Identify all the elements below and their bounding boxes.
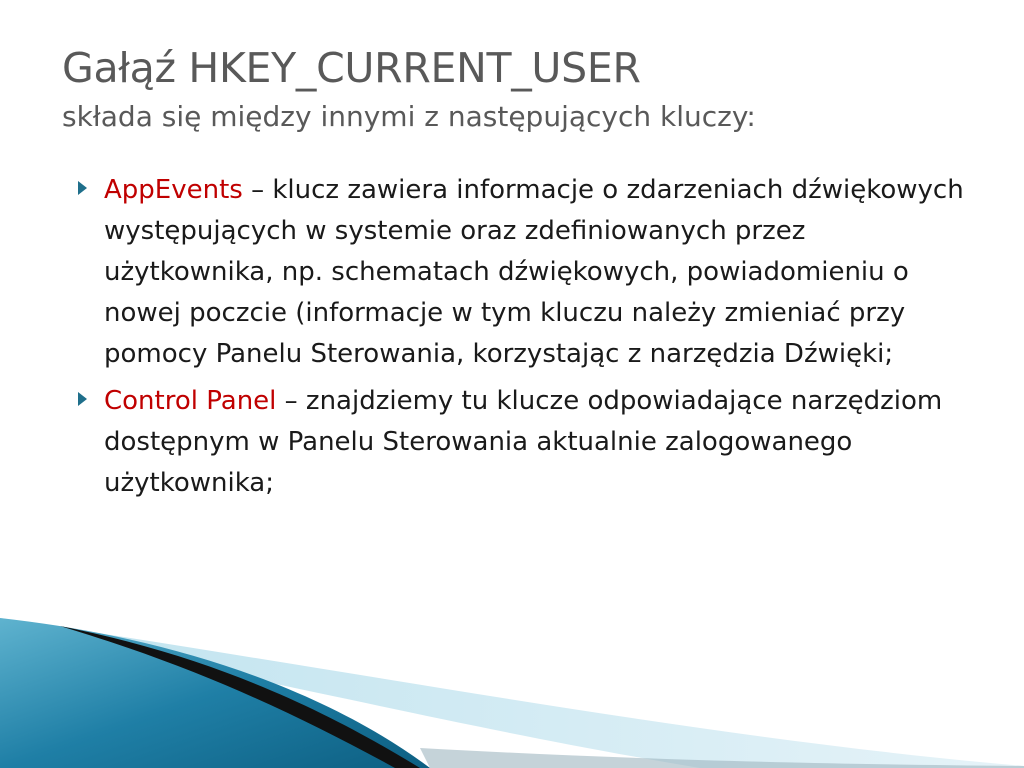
bullet-item-appevents bbox=[74, 170, 974, 375]
triangle-bullet-icon bbox=[78, 392, 87, 406]
title-subtitle: składa się między innymi z następujących kluczy: bbox=[62, 100, 756, 133]
bullet-item-control-panel bbox=[74, 381, 974, 504]
triangle-bullet-icon bbox=[78, 181, 87, 195]
bullet-text: – znajdziemy tu klucze odpowiadające narzędziom dostępnym w Panelu Sterowania aktualnie zalogowanego użytkownika; bbox=[104, 386, 943, 498]
bullet-term: Control Panel bbox=[104, 386, 277, 416]
bullet-text: – klucz zawiera informacje o zdarzeniach dźwiękowych występujących w systemie oraz zdefiniowanych przez użytkownika, np. schematach dźwiękowych, powiadomieniu o nowej poczcie (informacje w tym kluczu należy zmieniać przy pomocy Panelu Sterowania, korzystając z narzędzia Dźwięki; bbox=[104, 175, 964, 369]
decorative-waves bbox=[0, 598, 1024, 768]
slide-title bbox=[62, 40, 992, 136]
title-main: Gałąź HKEY_CURRENT_USER bbox=[62, 44, 641, 92]
bullet-term: AppEvents bbox=[104, 175, 243, 205]
bullet-list bbox=[74, 170, 974, 510]
